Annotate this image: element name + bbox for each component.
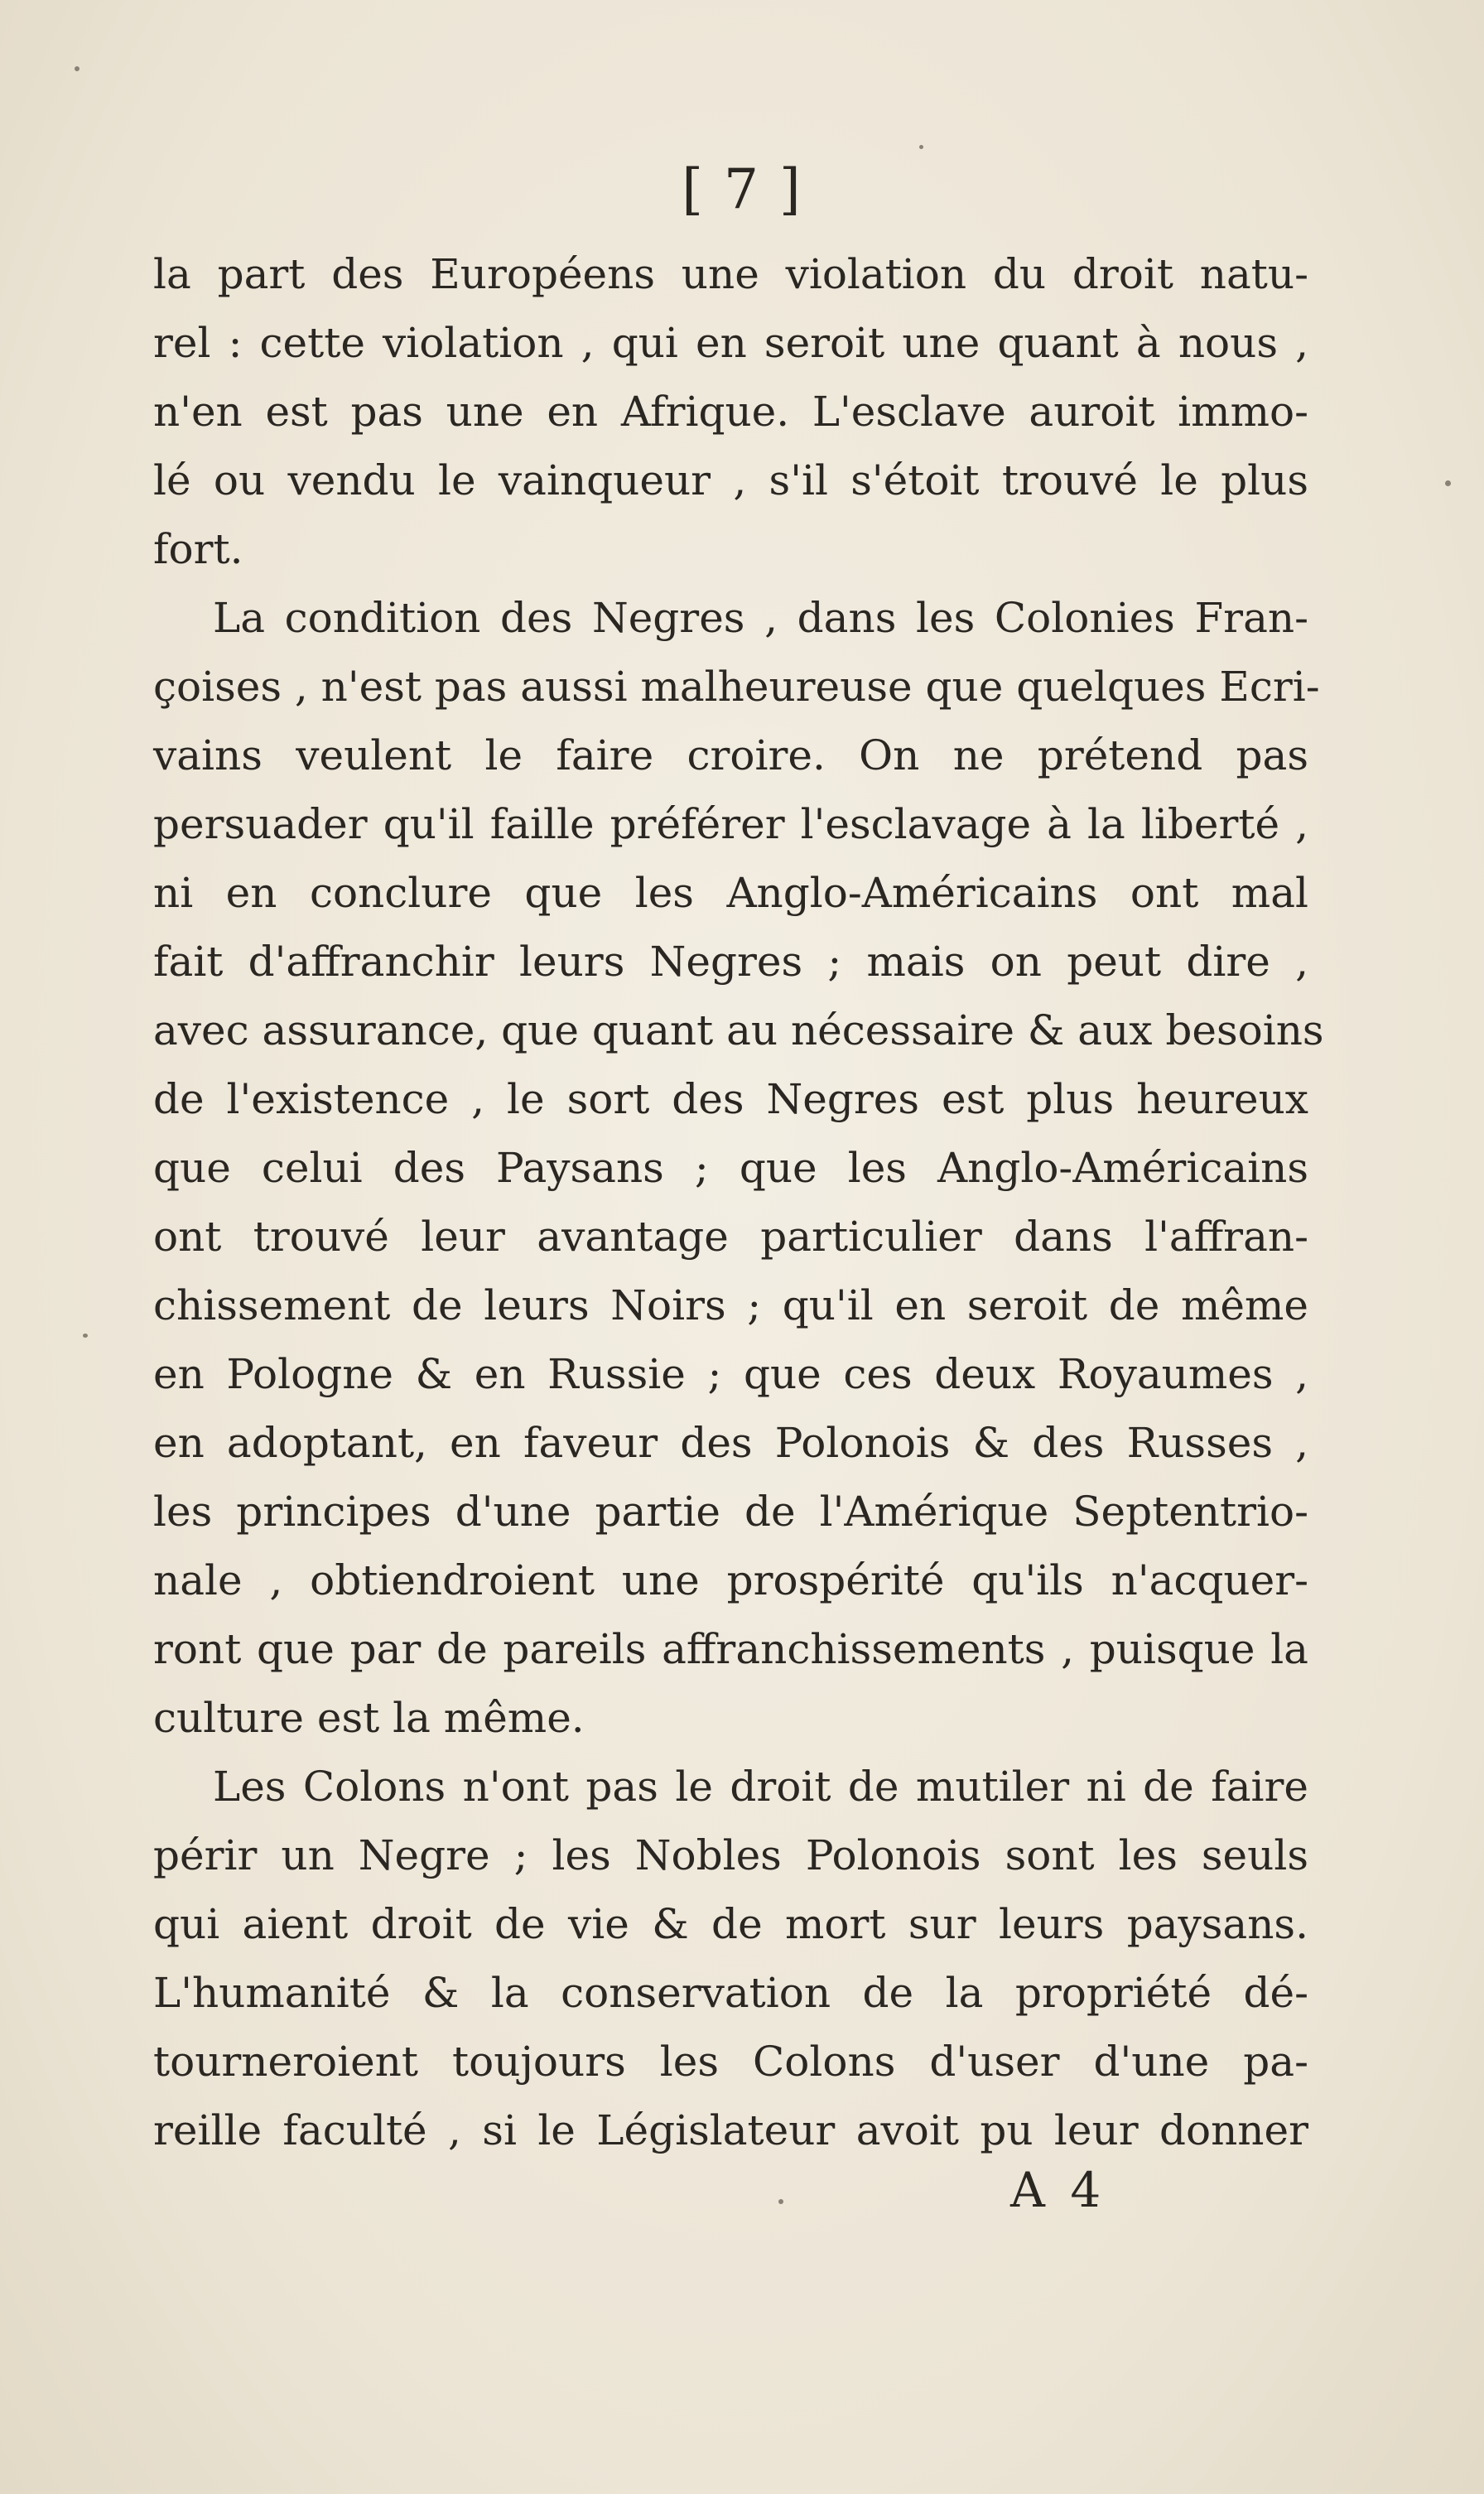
text-line: de l'existence , le sort des Negres est plus heureux [153,1075,1308,1123]
text-line: en adoptant, en faveur des Polonois & des Russes , [153,1419,1308,1467]
text-line: ront que par de pareils affranchissements , puisque la [153,1625,1308,1673]
text-line: vains veulent le faire croire. On ne prétend pas [153,731,1308,779]
text-line: ni en conclure que les Anglo-Américains ont mal [153,869,1308,917]
page-number-header: [ 7 ] [682,157,802,221]
paper-speck [778,2199,783,2204]
text-line: avec assurance, que quant au nécessaire & aux besoins [153,1006,1324,1054]
text-line: Les Colons n'ont pas le droit de mutiler ni de faire [213,1763,1308,1811]
text-line: ont trouvé leur avantage particulier dans l'affran- [153,1213,1308,1261]
page-body-text [153,240,1324,2165]
text-line: persuader qu'il faille préférer l'esclavage à la liberté , [153,800,1308,848]
text-line: tourneroient toujours les Colons d'user d'une pa- [153,2038,1308,2086]
text-line: la part des Européens une violation du droit natu- [153,250,1308,298]
text-line: La condition des Negres , dans les Colonies Fran- [213,594,1308,642]
text-line: L'humanité & la conservation de la propriété dé- [153,1969,1308,2017]
text-line: çoises , n'est pas aussi malheureuse que quelques Ecri- [153,663,1320,711]
text-line: fort. [153,525,243,573]
paper-speck [919,145,923,149]
text-line: les principes d'une partie de l'Amérique Septentrio- [153,1488,1308,1536]
text-line: chissement de leurs Noirs ; qu'il en seroit de même [153,1281,1308,1329]
text-line: rel : cette violation , qui en seroit une quant à nous , [153,319,1308,367]
text-line: fait d'affranchir leurs Negres ; mais on peut dire , [153,938,1308,986]
text-line: nale , obtiendroient une prospérité qu'ils n'acquer- [153,1556,1308,1604]
paper-speck [83,1334,88,1338]
paper-speck [75,66,80,71]
text-line: que celui des Paysans ; que les Anglo-Américains [153,1144,1308,1192]
text-line: en Pologne & en Russie ; que ces deux Royaumes , [153,1350,1308,1398]
text-line: culture est la même. [153,1694,585,1742]
text-line: reille faculté , si le Législateur avoit pu leur donner [153,2106,1308,2154]
text-line: périr un Negre ; les Nobles Polonois sont les seuls [153,1831,1308,1879]
signature-mark: A 4 [1010,2162,1106,2218]
text-line: qui aient droit de vie & de mort sur leurs paysans. [153,1900,1308,1948]
text-line: n'en est pas une en Afrique. L'esclave auroit immo- [153,388,1308,436]
text-line: lé ou vendu le vainqueur , s'il s'étoit trouvé le plus [153,456,1308,504]
paper-speck [1445,480,1451,486]
